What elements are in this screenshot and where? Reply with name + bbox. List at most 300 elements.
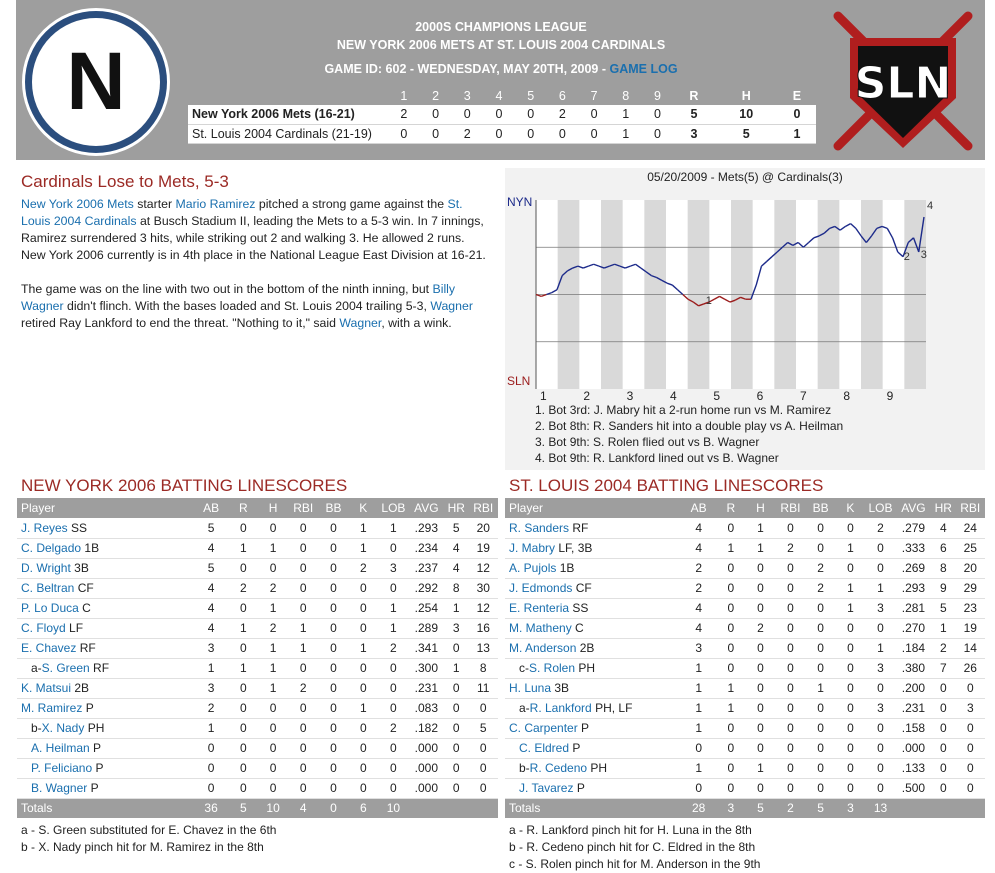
batting-stat-cell: 0: [228, 518, 258, 538]
batting-stat-cell: .000: [409, 778, 444, 798]
batting-stat-cell: 0: [318, 518, 348, 538]
batting-player-row: [505, 738, 985, 758]
batting-stat-cell: 0: [288, 738, 318, 758]
linescore-team-row: [188, 105, 816, 124]
batting-stat-cell: 2: [378, 718, 409, 738]
linescore-header-cell: [188, 86, 388, 105]
batting-stat-cell: 0: [865, 678, 896, 698]
player-position: CF: [575, 581, 592, 595]
story-text: didn't flinch. With the bases loaded and St. Louis 2004 trailing 5-3,: [63, 299, 431, 313]
batting-stat-cell: 0: [865, 738, 896, 758]
batting-stat-cell: 0: [775, 718, 805, 738]
player-name-link[interactable]: H. Luna: [509, 681, 552, 695]
batting-player-cell: [17, 618, 194, 638]
batting-player-cell: [505, 638, 681, 658]
batting-stat-cell: 2: [806, 578, 836, 598]
batting-stat-cell: 1: [258, 638, 288, 658]
linescore-header-cell: 3: [463, 88, 471, 103]
player-name-link[interactable]: J. Mabry: [509, 541, 556, 555]
player-name-link[interactable]: X. Nady: [41, 721, 85, 735]
player-name-link[interactable]: J. Tavarez: [519, 781, 574, 795]
batting-stat-cell: 1: [258, 658, 288, 678]
batting-note: b - R. Cedeno pinch hit for C. Eldred in the 8th: [509, 840, 756, 854]
batting-header-cell: R: [228, 498, 258, 518]
linescore-header-cell: 7: [590, 88, 598, 103]
player-name-link[interactable]: C. Delgado: [21, 541, 82, 555]
linescore-cell: 0: [515, 124, 547, 143]
batting-player-row: [505, 578, 985, 598]
batting-stat-cell: 0: [716, 738, 746, 758]
batting-stat-cell: 11: [469, 678, 498, 698]
batting-stat-cell: 0: [836, 658, 866, 678]
player-position: SS: [71, 520, 88, 535]
player-position: 2B: [74, 681, 90, 695]
linescore-header-cell: 6: [558, 88, 566, 103]
player-name-link[interactable]: M. Anderson: [509, 641, 577, 655]
batting-stat-cell: 3: [378, 558, 409, 578]
batting-header-cell: K: [836, 498, 866, 518]
batting-stat-cell: .000: [409, 738, 444, 758]
batting-stat-cell: 0: [349, 618, 379, 638]
batting-stat-cell: 3: [681, 638, 716, 658]
linescore-header-cell: 9: [654, 88, 661, 103]
batting-total-cell: 5: [806, 798, 836, 818]
player-name-link[interactable]: E. Renteria: [509, 601, 570, 615]
batting-stat-cell: 1: [228, 618, 258, 638]
batting-stat-cell: 0: [865, 758, 896, 778]
player-name-link[interactable]: C. Floyd: [21, 621, 66, 635]
game-story: [21, 196, 489, 349]
batting-player-cell: [505, 758, 681, 778]
batting-player-cell: [17, 738, 194, 758]
batting-stat-cell: 0: [746, 638, 776, 658]
key-play-item: 2. Bot 8th: R. Sanders hit into a double play vs A. Heilman: [535, 419, 844, 433]
batting-stat-cell: 0: [444, 678, 469, 698]
batting-player-row: [17, 778, 498, 798]
batting-stat-cell: 0: [775, 638, 805, 658]
linescore-cell: 5: [673, 105, 714, 124]
player-name-link[interactable]: R. Sanders: [509, 520, 570, 535]
story-link[interactable]: New York 2006 Mets: [21, 197, 134, 211]
batting-stat-cell: .000: [409, 758, 444, 778]
batting-stat-cell: 19: [469, 538, 498, 558]
batting-stat-cell: 1: [378, 598, 409, 618]
batting-total-cell: 5: [228, 798, 258, 818]
linescore-header-cell: H: [741, 88, 751, 103]
batting-totals-row: [505, 798, 985, 818]
batting-total-cell: [469, 798, 498, 818]
player-position: RF: [79, 641, 96, 655]
batting-stat-cell: 5: [194, 518, 229, 538]
mets-logo: [22, 8, 170, 156]
batting-stat-cell: 0: [716, 598, 746, 618]
batting-total-cell: [931, 798, 956, 818]
batting-stat-cell: 0: [288, 698, 318, 718]
batting-player-row: [17, 518, 498, 538]
story-link[interactable]: Mario Ramirez: [175, 197, 256, 211]
batting-stat-cell: 0: [865, 618, 896, 638]
linescore-cell: 0: [578, 105, 610, 124]
batting-stat-cell: 0: [258, 558, 288, 578]
player-position: PH: [590, 761, 608, 775]
player-name-link[interactable]: C. Carpenter: [509, 721, 578, 735]
batting-stat-cell: 1: [258, 678, 288, 698]
linescore-cell: 2: [547, 105, 579, 124]
batting-stat-cell: 20: [469, 518, 498, 538]
story-link[interactable]: Billy Wagner: [21, 282, 456, 313]
batting-stat-cell: 0: [228, 678, 258, 698]
player-sub-prefix: c-: [519, 661, 529, 675]
batting-stat-cell: 0: [318, 638, 348, 658]
player-name-link[interactable]: C. Eldred: [519, 741, 570, 755]
batting-stat-cell: 1: [806, 678, 836, 698]
batting-stat-cell: 0: [716, 758, 746, 778]
batting-stat-cell: 0: [378, 778, 409, 798]
batting-stat-cell: 4: [444, 538, 469, 558]
batting-player-row: [17, 658, 498, 678]
batting-total-cell: 10: [258, 798, 288, 818]
player-position: PH: [87, 721, 105, 735]
batting-stat-cell: 1: [681, 758, 716, 778]
batting-stat-cell: 0: [836, 778, 866, 798]
batting-stat-cell: 1: [746, 518, 776, 538]
batting-stat-cell: 1: [228, 538, 258, 558]
batting-stat-cell: 0: [746, 698, 776, 718]
batting-stat-cell: 0: [836, 758, 866, 778]
batting-stat-cell: 5: [194, 558, 229, 578]
player-position: P: [576, 781, 585, 795]
batting-stat-cell: 0: [288, 598, 318, 618]
x-tick-label: 6: [756, 389, 764, 403]
batting-stat-cell: 0: [806, 658, 836, 678]
batting-player-row: [17, 738, 498, 758]
batting-stat-cell: 0: [775, 578, 805, 598]
linescore-header-cell: 1: [400, 88, 408, 103]
batting-player-cell: [17, 518, 194, 538]
batting-stat-cell: 1: [681, 658, 716, 678]
batting-stat-cell: 0: [931, 678, 956, 698]
player-name-link[interactable]: B. Wagner: [31, 781, 88, 795]
batting-stat-cell: 0: [378, 738, 409, 758]
batting-stat-cell: 0: [931, 738, 956, 758]
game-info-text: GAME ID: 602 - WEDNESDAY, MAY 20TH, 2009 -: [324, 62, 610, 76]
batting-stat-cell: 0: [349, 678, 379, 698]
batting-stat-cell: 0: [194, 758, 229, 778]
batting-stat-cell: 0: [806, 738, 836, 758]
batting-stat-cell: 4: [194, 618, 229, 638]
x-tick-label: 2: [583, 389, 591, 403]
batting-player-cell: [505, 698, 681, 718]
batting-stat-cell: 2: [349, 558, 379, 578]
batting-stat-cell: .158: [896, 718, 931, 738]
player-name-link[interactable]: E. Chavez: [21, 641, 77, 655]
linescore-table: [188, 86, 816, 144]
player-name-link[interactable]: C. Beltran: [21, 581, 75, 595]
batting-header-cell: LOB: [865, 498, 896, 518]
batting-stat-cell: 1: [194, 658, 229, 678]
linescore-header-cell: 4: [495, 88, 503, 103]
player-position: PH, LF: [595, 701, 633, 715]
batting-total-cell: 3: [716, 798, 746, 818]
player-position: 2B: [579, 641, 595, 655]
batting-player-row: [505, 538, 985, 558]
linescore-cell: 0: [642, 124, 674, 143]
batting-stat-cell: 0: [716, 618, 746, 638]
batting-stat-cell: .293: [896, 578, 931, 598]
batting-stat-cell: .234: [409, 538, 444, 558]
batting-stat-cell: 0: [681, 738, 716, 758]
batting-stat-cell: 0: [775, 658, 805, 678]
batting-total-cell: [896, 798, 931, 818]
player-position: P: [90, 781, 99, 795]
batting-stat-cell: 4: [681, 618, 716, 638]
batting-stat-cell: 0: [775, 558, 805, 578]
batting-stat-cell: .270: [896, 618, 931, 638]
batting-player-row: [505, 558, 985, 578]
batting-stat-cell: 0: [746, 658, 776, 678]
linescore-cell: 2: [451, 124, 483, 143]
player-name-link[interactable]: A. Pujols: [509, 561, 557, 575]
game-info: [176, 62, 826, 76]
linescore-cell: 0: [778, 105, 816, 124]
batting-total-cell: 36: [194, 798, 229, 818]
batting-stat-cell: 0: [288, 518, 318, 538]
batting-stat-cell: 0: [288, 578, 318, 598]
batting-stat-cell: .254: [409, 598, 444, 618]
batting-stat-cell: 0: [746, 558, 776, 578]
y-bottom-label: SLN: [507, 374, 531, 388]
batting-stat-cell: 3: [865, 658, 896, 678]
batting-stat-cell: .000: [896, 738, 931, 758]
batting-stat-cell: 0: [444, 638, 469, 658]
batting-player-cell: [505, 618, 681, 638]
batting-player-cell: [505, 738, 681, 758]
batting-stat-cell: 5: [444, 518, 469, 538]
batting-stat-cell: 0: [956, 718, 985, 738]
batting-stat-cell: 0: [288, 558, 318, 578]
player-name-link[interactable]: P. Feliciano: [31, 761, 93, 775]
player-name-link[interactable]: P. Lo Duca: [21, 601, 79, 615]
batting-stat-cell: 0: [956, 678, 985, 698]
play-marker: 4: [927, 200, 934, 213]
batting-stat-cell: 2: [681, 558, 716, 578]
batting-stat-cell: 1: [836, 598, 866, 618]
batting-stat-cell: 0: [836, 618, 866, 638]
player-name-link[interactable]: M. Matheny: [509, 621, 572, 635]
batting-stat-cell: 0: [469, 738, 498, 758]
batting-header-cell: AB: [194, 498, 229, 518]
player-name-link[interactable]: R. Lankford: [529, 701, 592, 715]
batting-player-cell: [505, 518, 681, 538]
batting-stat-cell: 23: [956, 598, 985, 618]
batting-stat-cell: 2: [746, 618, 776, 638]
linescore-cell: 0: [642, 105, 674, 124]
batting-stat-cell: 0: [775, 758, 805, 778]
batting-stat-cell: 1: [258, 538, 288, 558]
linescore-cell: 0: [515, 105, 547, 124]
batting-total-cell: 28: [681, 798, 716, 818]
player-sub-prefix: b-: [519, 761, 530, 775]
story-link[interactable]: St. Louis 2004 Cardinals: [21, 197, 463, 228]
linescore-cell: 0: [420, 105, 452, 124]
batting-player-cell: [505, 678, 681, 698]
linescore-header-cell: 2: [432, 88, 440, 103]
player-name-link[interactable]: D. Wright: [21, 561, 71, 575]
batting-stat-cell: 0: [746, 598, 776, 618]
batting-stat-cell: 0: [228, 718, 258, 738]
batting-total-cell: 5: [746, 798, 776, 818]
linescore-cell: 0: [388, 124, 420, 143]
batting-player-row: [17, 618, 498, 638]
batting-stat-cell: .333: [896, 538, 931, 558]
batting-player-cell: [505, 538, 681, 558]
batting-player-row: [505, 638, 985, 658]
player-position: SS: [572, 601, 589, 615]
batting-stat-cell: 30: [469, 578, 498, 598]
batting-header-cell: HR: [931, 498, 956, 518]
story-link[interactable]: Wagner: [339, 316, 382, 330]
batting-stat-cell: 0: [806, 698, 836, 718]
batting-stat-cell: 0: [836, 518, 866, 538]
batting-stat-cell: 0: [228, 698, 258, 718]
batting-stat-cell: 1: [681, 698, 716, 718]
player-name-link[interactable]: J. Reyes: [21, 520, 68, 535]
batting-stat-cell: 0: [318, 678, 348, 698]
batting-player-cell: [17, 638, 194, 658]
linescore-cell: 2: [388, 105, 420, 124]
batting-stat-cell: .200: [896, 678, 931, 698]
batting-header-cell: BB: [806, 498, 836, 518]
batting-stat-cell: 4: [194, 538, 229, 558]
batting-player-row: [505, 598, 985, 618]
batting-total-cell: 6: [349, 798, 379, 818]
linescore-header-cell: R: [689, 88, 699, 103]
batting-stat-cell: 2: [228, 578, 258, 598]
batting-stat-cell: 0: [806, 598, 836, 618]
story-paragraph-1: [21, 196, 489, 264]
batting-player-cell: [17, 598, 194, 618]
batting-player-cell: [17, 558, 194, 578]
batting-stat-cell: 8: [469, 658, 498, 678]
x-tick-label: 3: [626, 389, 634, 403]
batting-stat-cell: .133: [896, 758, 931, 778]
ny-batting-title: NEW YORK 2006 BATTING LINESCORES: [21, 476, 348, 495]
batting-player-cell: [17, 678, 194, 698]
batting-stat-cell: 1: [349, 638, 379, 658]
player-name-link[interactable]: R. Cedeno: [529, 761, 588, 775]
game-log-link[interactable]: GAME LOG: [609, 62, 678, 76]
matchup-title: NEW YORK 2006 METS AT ST. LOUIS 2004 CARDINALS: [336, 38, 666, 52]
player-name-link[interactable]: S. Rolen: [529, 661, 576, 675]
batting-stat-cell: 0: [378, 678, 409, 698]
batting-total-cell: 3: [836, 798, 866, 818]
batting-stat-cell: 0: [318, 758, 348, 778]
batting-player-cell: [17, 778, 194, 798]
player-position: RF: [572, 520, 589, 535]
mets-logo-letter: N: [32, 18, 160, 146]
batting-stat-cell: 1: [258, 598, 288, 618]
batting-stat-cell: 0: [318, 598, 348, 618]
batting-stat-cell: 0: [349, 578, 379, 598]
batting-player-cell: [17, 758, 194, 778]
player-position: P: [572, 741, 581, 755]
player-name-link[interactable]: K. Matsui: [21, 681, 72, 695]
batting-stat-cell: 1: [681, 678, 716, 698]
batting-stat-cell: 0: [228, 758, 258, 778]
batting-stat-cell: 0: [288, 658, 318, 678]
batting-player-row: [17, 558, 498, 578]
batting-stat-cell: 0: [956, 738, 985, 758]
batting-stat-cell: 14: [956, 638, 985, 658]
cardinals-logo: [828, 6, 978, 156]
batting-stat-cell: 0: [378, 578, 409, 598]
batting-stat-cell: 0: [318, 718, 348, 738]
batting-header-cell: Player: [505, 498, 681, 518]
player-name-link[interactable]: A. Heilman: [31, 741, 90, 755]
batting-player-row: [505, 778, 985, 798]
player-name-link[interactable]: J. Edmonds: [509, 581, 573, 595]
batting-player-row: [17, 538, 498, 558]
batting-stat-cell: .184: [896, 638, 931, 658]
batting-stat-cell: 0: [775, 618, 805, 638]
batting-stat-cell: 1: [228, 658, 258, 678]
batting-stat-cell: 0: [775, 778, 805, 798]
batting-stat-cell: 2: [681, 578, 716, 598]
batting-stat-cell: 6: [931, 538, 956, 558]
batting-stat-cell: 0: [288, 758, 318, 778]
batting-stat-cell: 3: [194, 678, 229, 698]
batting-stat-cell: 0: [228, 778, 258, 798]
batting-stat-cell: 0: [716, 578, 746, 598]
batting-player-cell: [505, 558, 681, 578]
batting-stat-cell: .300: [409, 658, 444, 678]
player-name-link[interactable]: M. Ramirez: [21, 701, 83, 715]
y-top-label: NYN: [507, 195, 533, 209]
batting-stat-cell: 4: [194, 598, 229, 618]
batting-stat-cell: 2: [194, 698, 229, 718]
batting-stat-cell: 0: [194, 778, 229, 798]
story-text: starter: [133, 197, 176, 211]
batting-stat-cell: 4: [931, 518, 956, 538]
batting-stat-cell: 0: [865, 538, 896, 558]
batting-stat-cell: 16: [469, 618, 498, 638]
batting-stat-cell: 1: [865, 578, 896, 598]
player-sub-prefix: a-: [31, 661, 42, 675]
batting-stat-cell: 0: [775, 738, 805, 758]
linescore-cell: 1: [610, 124, 642, 143]
batting-stat-cell: 2: [378, 638, 409, 658]
player-name-link[interactable]: S. Green: [41, 661, 90, 675]
player-position: P: [581, 721, 590, 735]
batting-player-cell: [17, 698, 194, 718]
story-link[interactable]: Wagner: [430, 299, 473, 313]
player-position: LF, 3B: [558, 541, 593, 555]
batting-total-cell: 4: [288, 798, 318, 818]
batting-stat-cell: 0: [228, 638, 258, 658]
linescore-cell: 10: [715, 105, 778, 124]
batting-stat-cell: 3: [865, 698, 896, 718]
batting-header-cell: BB: [318, 498, 348, 518]
batting-header-cell: H: [258, 498, 288, 518]
batting-stat-cell: 0: [318, 618, 348, 638]
batting-note: c - S. Rolen pinch hit for M. Anderson in the 9th: [509, 857, 761, 871]
linescore-team-row: [188, 124, 816, 143]
batting-stat-cell: 1: [931, 618, 956, 638]
batting-player-row: [17, 718, 498, 738]
batting-header-cell: AVG: [409, 498, 444, 518]
batting-stat-cell: .083: [409, 698, 444, 718]
batting-stat-cell: 0: [806, 618, 836, 638]
